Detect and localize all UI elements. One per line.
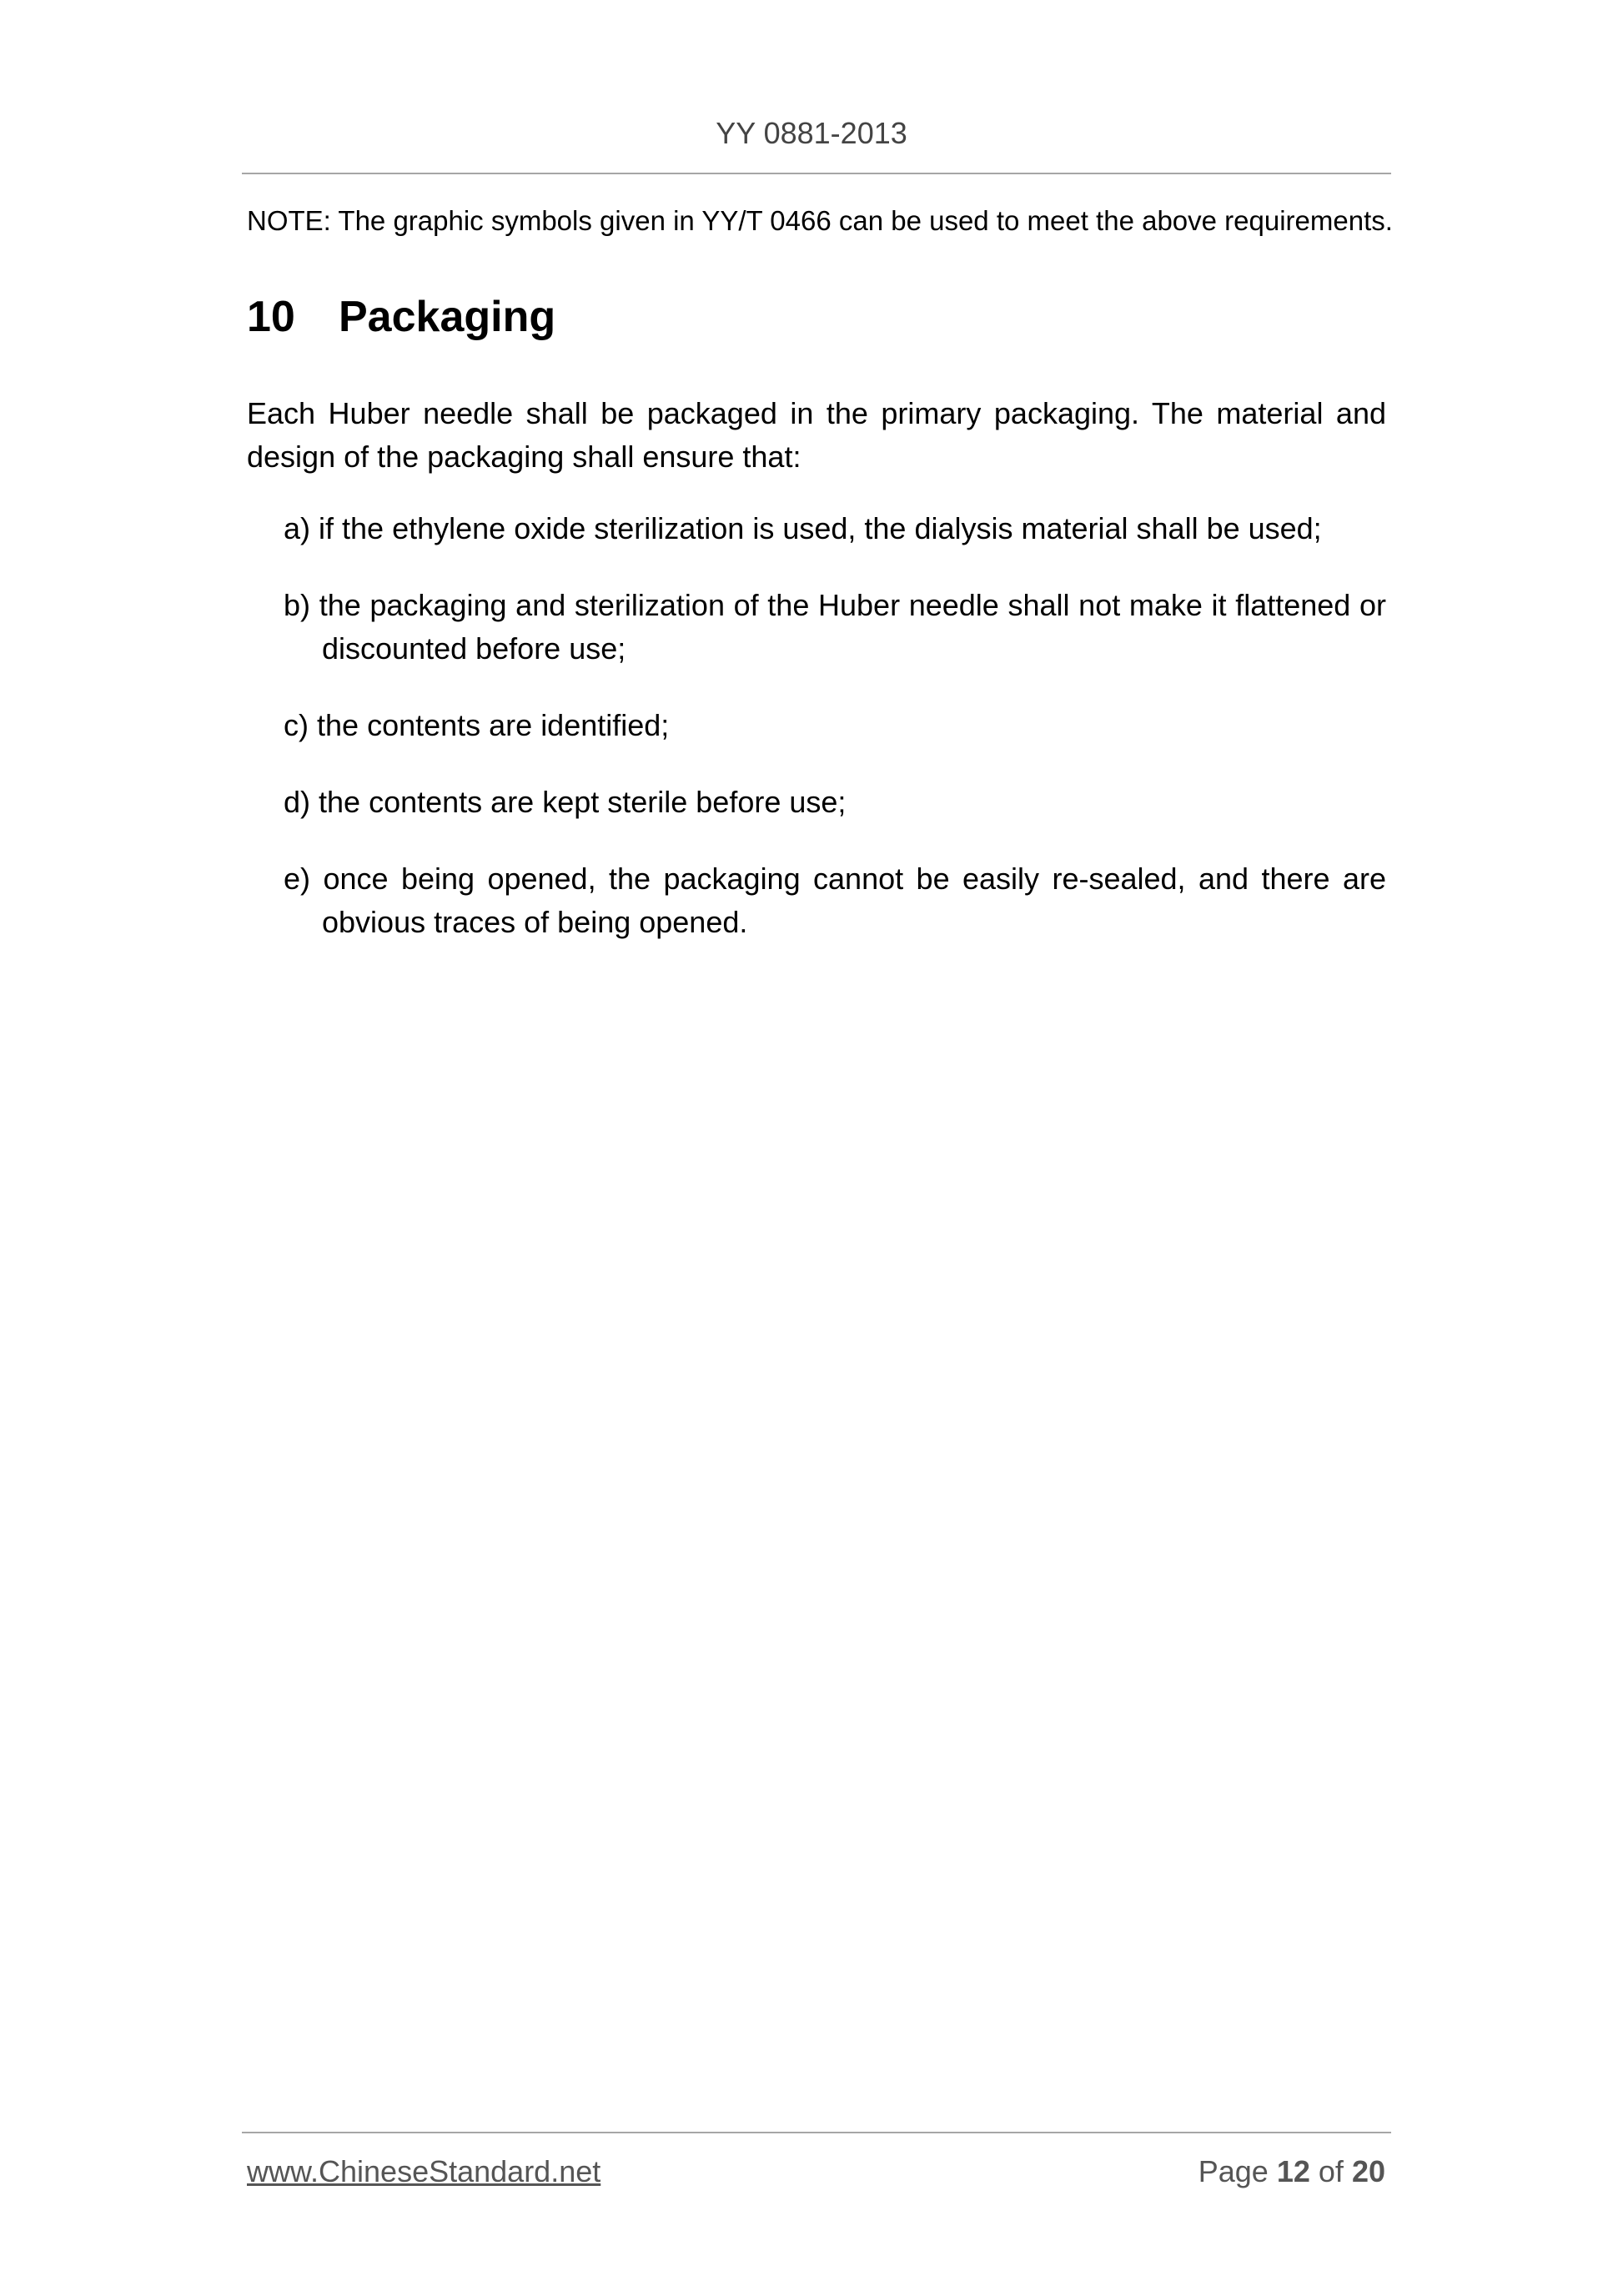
- footer-rule: [242, 2132, 1391, 2133]
- section-heading: [247, 290, 555, 344]
- list-item: [284, 781, 1386, 824]
- list-item-text: the contents are kept sterile before use;: [319, 785, 847, 819]
- list-item-marker: c): [284, 708, 309, 742]
- header-doc-id: YY 0881-2013: [716, 116, 907, 150]
- list-item-text: if the ethylene oxide sterilization is used, the dialysis material shall be used;: [319, 511, 1322, 545]
- requirements-list: [284, 507, 1386, 977]
- list-item-text: once being opened, the packaging cannot be easily re-sealed, and there are obvious traces of being opened.: [322, 862, 1386, 939]
- footer-page-number: [1198, 2153, 1385, 2190]
- note-text: NOTE: The graphic symbols given in YY/T 0466 can be used to meet the above requirements.: [247, 205, 1393, 236]
- header-rule: [242, 173, 1391, 174]
- page-current: 12: [1276, 2154, 1310, 2188]
- section-title: Packaging: [339, 293, 556, 341]
- page-total: 20: [1351, 2154, 1385, 2188]
- section-number: 10: [247, 293, 295, 341]
- list-item-marker: d): [284, 785, 311, 819]
- list-item-marker: b): [284, 588, 311, 622]
- page-prefix: Page: [1198, 2154, 1269, 2188]
- list-item-text: the packaging and sterilization of the Huber needle shall not make it flattened or discounted before use;: [319, 588, 1386, 666]
- list-item: [284, 857, 1386, 944]
- list-item-marker: e): [284, 862, 311, 896]
- intro-paragraph: Each Huber needle shall be packaged in the primary packaging. The material and design of the packaging shall ensure that:: [247, 396, 1386, 474]
- list-item: [284, 507, 1386, 550]
- list-item-text: the contents are identified;: [317, 708, 670, 742]
- list-item-marker: a): [284, 511, 311, 545]
- footer-website-link[interactable]: www.ChineseStandard.net: [247, 2154, 601, 2188]
- page-of: of: [1318, 2154, 1344, 2188]
- list-item: [284, 584, 1386, 671]
- list-item: [284, 704, 1386, 747]
